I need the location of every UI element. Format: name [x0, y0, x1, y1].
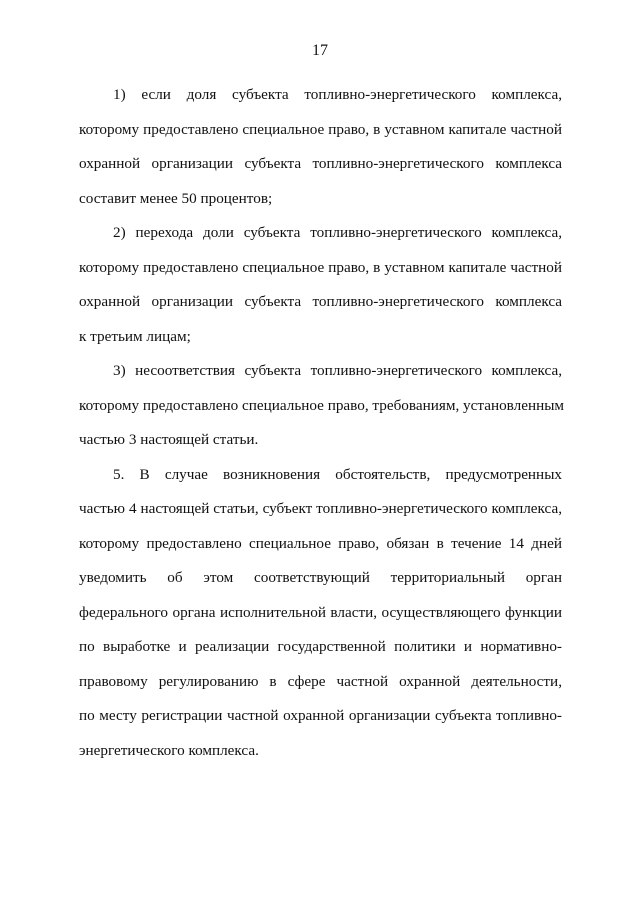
- text-line: по месту регистрации частной охранной организации субъекта топливно-: [79, 707, 562, 724]
- text-line: которому предоставлено специальное право, в уставном капитале частной: [79, 120, 562, 138]
- text-line: уведомить об этом соответствующий территориальный орган: [79, 569, 562, 586]
- text-line: федерального органа исполнительной власти, осуществляющего функции: [79, 603, 562, 621]
- text-line: энергетического комплекса.: [79, 741, 259, 759]
- paragraph-section-5: [79, 458, 562, 769]
- text-line: 2) перехода доли субъекта топливно-энергетического комплекса,: [113, 224, 562, 241]
- text-line: 3) несоответствия субъекта топливно-энергетического комплекса,: [113, 362, 562, 379]
- text-line: частью 4 настоящей статьи, субъект топливно-энергетического комплекса,: [79, 500, 562, 517]
- paragraph-item-3: [79, 354, 565, 458]
- text-line: правовому регулированию в сфере частной охранной деятельности,: [79, 672, 562, 690]
- text-line: по выработке и реализации государственной политики и нормативно-: [79, 638, 562, 655]
- page-number: 17: [312, 42, 328, 59]
- text-line: 5. В случае возникновения обстоятельств, предусмотренных: [113, 465, 562, 483]
- text-line: которому предоставлено специальное право, в уставном капитале частной: [79, 258, 562, 276]
- text-line: к третьим лицам;: [79, 327, 191, 345]
- paragraph-item-1: [79, 78, 562, 216]
- text-line: которому предоставлено специальное право, обязан в течение 14 дней: [79, 534, 562, 552]
- text-line: охранной организации субъекта топливно-энергетического комплекса: [79, 293, 562, 310]
- text-line: 1) если доля субъекта топливно-энергетического комплекса,: [113, 86, 562, 103]
- text-line: частью 3 настоящей статьи.: [79, 431, 259, 448]
- text-line: охранной организации субъекта топливно-энергетического комплекса: [79, 155, 562, 172]
- document-body: [79, 78, 565, 768]
- text-line: составит менее 50 процентов;: [79, 189, 273, 207]
- paragraph-item-2: [79, 216, 562, 354]
- text-line: которому предоставлено специальное право, требованиям, установленным: [79, 396, 565, 414]
